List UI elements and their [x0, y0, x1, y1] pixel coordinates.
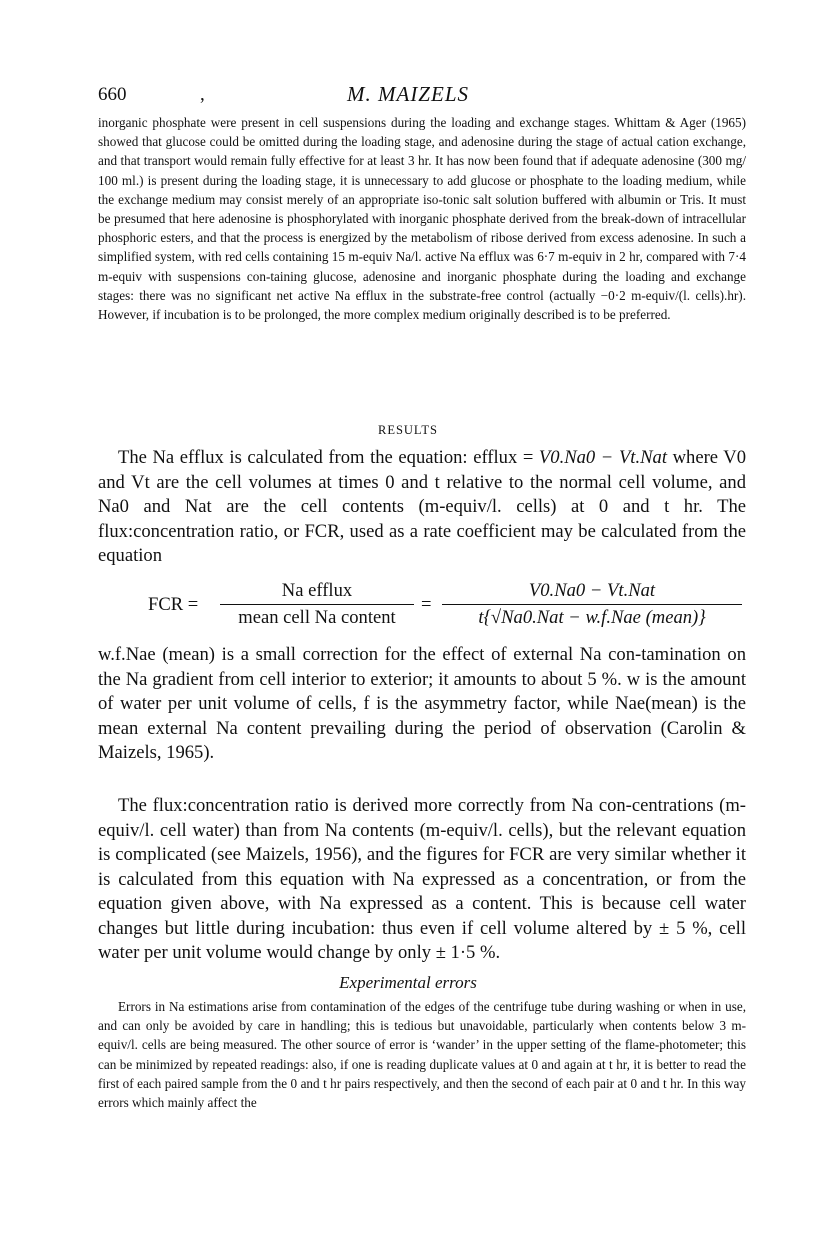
efflux-inline-equation: V0.Na0 − Vt.Nat [538, 447, 667, 468]
results-heading: RESULTS [377, 423, 439, 437]
fraction-1-numerator: Na efflux [220, 580, 414, 605]
correction-text: w.f.Nae (mean) is a small correction for the effect of external Na con-tamination on the Na gradient from cell interior to exterior; it amounts to about 5 %. w is the amount of water per unit volume of cells, f is the asymmetry factor, while Nae(mean) is the mean external Na content prevailing during the period of observation (Carolin & Maizels, 1965). [98, 644, 746, 763]
errors-text: Errors in Na estimations arise from contamination of the edges of the centrifuge tube during washing or when in use, and can only be avoided by care in handling; this is tedious but unavoidable, particularly when contents below 3 m-equiv/l. cells are being measured. The other source of error is ‘wander’ in the upper setting of the flame-photometer; this can be minimized by repeated readings: also, if one is reading duplicate values at 0 and again at t hr, it is better to read the first of each paired sample from the 0 and t hr pairs respectively, and then the second of each pair at 0 and t hr. In this way errors which mainly affect the [98, 999, 746, 1111]
errors-paragraph [98, 997, 746, 1112]
fcr-fraction-1 [220, 580, 414, 629]
running-header-author: M. MAIZELS [347, 82, 469, 106]
results-paragraph-1 [98, 446, 746, 569]
efflux-text-a: The Na efflux is calculated from the equation: efflux = [118, 447, 539, 468]
efflux-text-b: where V0 and Vt are the cell volumes at times 0 and t relative to the normal cell volume, and Na0 and Nat are the cell contents (m-equiv/l. cells) at 0 and t hr. The flux:concentration ratio, or FCR, used as a rate coefficient may be calculated from the equation [98, 447, 746, 566]
fcr-lhs: FCR = [148, 594, 199, 615]
fraction-2-numerator: V0.Na0 − Vt.Nat [442, 580, 742, 605]
results-paragraph-2 [98, 643, 746, 766]
page-number: 660 [98, 84, 127, 105]
fcr-fraction-2 [442, 580, 742, 629]
header-comma: , [200, 84, 205, 105]
fraction-2-denominator: t{√Na0.Nat − w.f.Nae (mean)} [478, 607, 706, 628]
concentration-text: The flux:concentration ratio is derived more correctly from Na con-centrations (m-equiv/l. cell water) than from Na contents (m-equiv/l. cells), but the relevant equation is complicated (see Maizels, 1956), and the figures for FCR are very similar whether it is calculated from this equation with Na expressed as a concentration, or from the equation given above, with Na expressed as a content. This is because cell water changes but little during incubation: thus even if cell volume altered by ± 5 %, cell water per unit volume would change by only ± 1·5 %. [98, 795, 746, 963]
methods-paragraph [98, 113, 746, 324]
methods-text: inorganic phosphate were present in cell suspensions during the loading and exchange stages. Whittam & Ager (1965) showed that glucose could be omitted during the loading stage, and adenosine during the stage of actual cation exchange, and that transport would remain fully effective for at least 3 hr. It has now been found that if adequate adenosine (300 mg/ 100 ml.) is present during the loading stage, it is unnecessary to add glucose or phosphate to the loading medium, while the exchange medium may consist merely of an appropriate iso-tonic salt solution buffered with albumin or Tris. It must be presumed that here adenosine is phosphorylated with inorganic phosphate derived from the break-down of intracellular phosphoric esters, and that the process is energized by the metabolism of ribose derived from excess adenosine. In such a simplified system, with red cells containing 15 m-equiv Na/l. active Na efflux was 6·7 m-equiv in 2 hr, compared with 7·4 m-equiv with suspensions con-taining glucose, adenosine and inorganic phosphate during the loading and exchange stages: there was no significant net active Na efflux in the substrate-free control (actually −0·2 m-equiv/(l. cells).hr). However, if incubation is to be prolonged, the more complex medium originally described is to be preferred. [98, 115, 746, 323]
equals-sign: = [421, 594, 432, 615]
results-paragraph-3 [98, 794, 746, 966]
errors-heading: Experimental errors [339, 973, 477, 992]
fraction-1-denominator: mean cell Na content [238, 607, 396, 628]
fcr-equation [98, 576, 746, 636]
